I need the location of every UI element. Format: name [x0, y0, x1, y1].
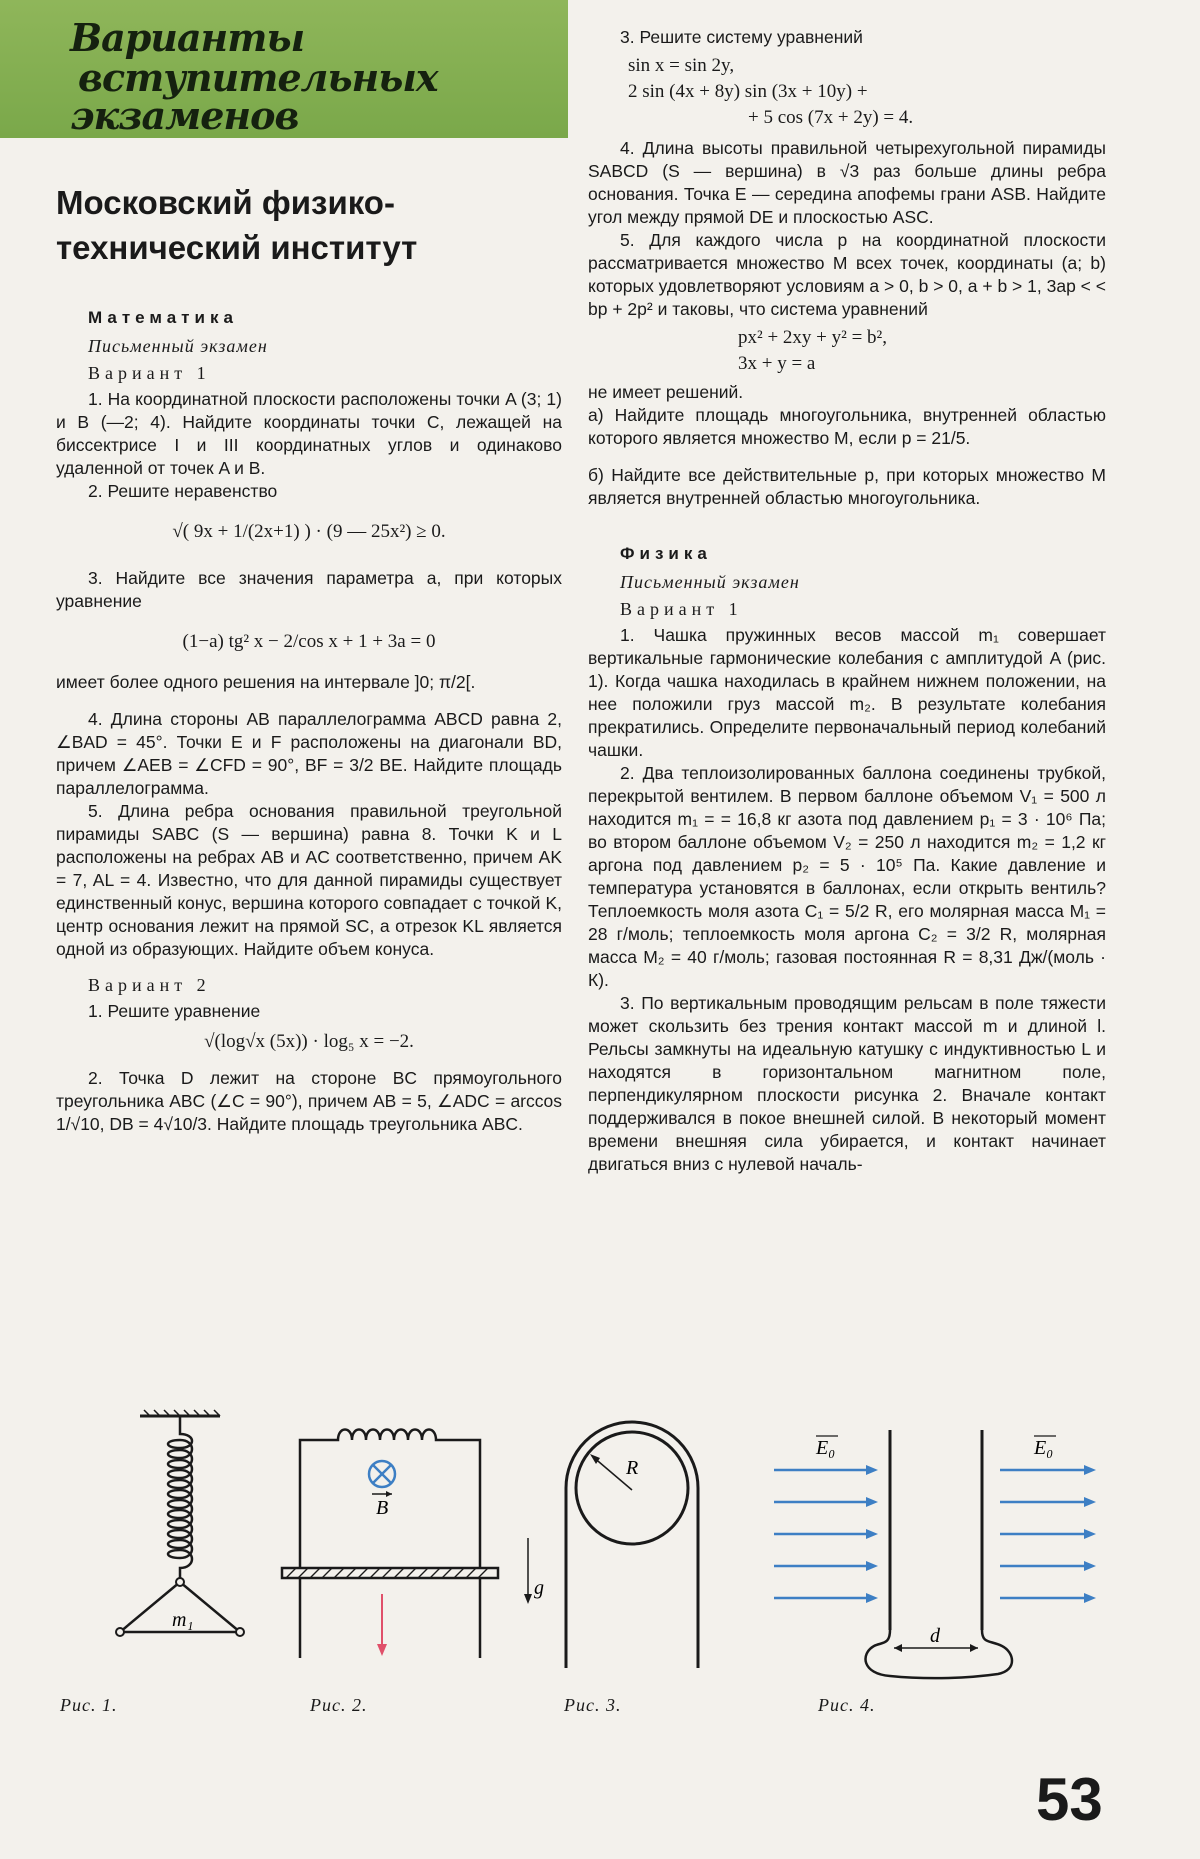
math-v2-formula-3b: 2 sin (4x + 8y) sin (3x + 10y) +: [628, 81, 868, 102]
banner-line-1: Варианты: [70, 15, 305, 60]
math-v2-formula-3a: sin x = sin 2y,: [628, 55, 735, 76]
physics-problem-2: 2. Два теплоизолированных баллона соединены трубкой, перекрытой вентилем. В первом баллоне объемом V₁ = 500 л находится m₁ = = 16,8 кг азота под давлением p₁ = 3 · 10⁶ Па; во втором баллоне объемом V₂ = 250 л находится m₂ = 1,2 кг аргона под давлением p₂ = 5 · 10⁵ Па. Какие давление и температура установятся в баллонах, если открыть вентиль? Теплоемкость моля азота C₁ = 5/2 R, его молярная масса M₁ = 28 г/моль; теплоемкость моля аргона C₂ = 3/2 R, молярная масса M₂ = 40 г/моль; газовая постоянная R = 8,31 Дж/(моль · К).: [588, 763, 1106, 990]
math-v2-problem-5: 5. Для каждого числа p на координатной плоскости рассматривается множество M всех точек, координаты (a; b) которых удовлетворяют условиям a > 0, b > 0, a + b > 1, 3ap < < bp + 2p² и таковы, что система уравнений: [588, 230, 1106, 319]
math-v1-formula-3: (1−a) tg² x − 2/cos x + 1 + 3a = 0: [182, 631, 436, 652]
page-number: 53: [1036, 1766, 1103, 1833]
math-v1-problem-1: 1. На координатной плоскости расположены точки A (3; 1) и B (—2; 4). Найдите координаты точки C, лежащей на биссектрисе I и III координатных углов и одинаково удаленной от точек A и B.: [56, 389, 562, 478]
fig3-caption: Рис. 3.: [564, 1695, 622, 1715]
field-arrowheads-left: [866, 1465, 878, 1603]
math-variant-1-heading: Вариант 1: [88, 363, 211, 383]
section-banner: [0, 0, 568, 138]
math-v1-problem-4: 4. Длина стороны AB параллелограмма ABCD равна 2, ∠BAD = 45°. Точки E и F расположены на диагонали BD, причем ∠AEB = ∠CFD = 90°, BF = 3/2 BE. Найдите площадь параллелограмма.: [56, 709, 563, 798]
right-column: [588, 26, 1106, 1176]
banner-line-3: экзаменов: [70, 93, 299, 138]
field-arrows-left: [774, 1470, 870, 1598]
fig4-caption: Рис. 4.: [818, 1695, 876, 1715]
physics-variant-1-heading: Вариант 1: [620, 599, 743, 619]
pan-hinge-left: [116, 1628, 124, 1636]
left-column: [56, 180, 562, 1136]
math-v2-problem-5-cont: не имеет решений.: [588, 382, 744, 402]
math-exam-type: Письменный экзамен: [88, 336, 268, 356]
math-section-heading: Математика: [88, 308, 238, 327]
math-v2-problem-4: 4. Длина высоты правильной четырехугольной пирамиды SABCD (S — вершина) в √3 раз больше длины ребра основания. Точка E — середина апофемы грани ASB. Найдите угол между прямой DE и плоскостью ASC.: [588, 138, 1106, 227]
pan-hinge-top: [176, 1578, 184, 1586]
fig3-radius-label: R: [626, 1457, 639, 1479]
math-v2-formula-5a: px² + 2xy + y² = b²,: [738, 327, 887, 348]
math-v2-formula-1: √(log√x (5x)) · log₅ x = −2.: [204, 1031, 414, 1052]
math-v1-problem-3-cont: имеет более одного решения на интервале ]0; π/2[.: [56, 672, 476, 692]
fig4-field-label-right: E₀: [1034, 1437, 1054, 1459]
fig1-caption: Рис. 1.: [60, 1695, 118, 1715]
pan-hinge-right: [236, 1628, 244, 1636]
banner-line-2: вступительных: [78, 55, 438, 100]
math-v2-problem-1: 1. Решите уравнение: [88, 1001, 261, 1021]
math-v2-problem-3: 3. Решите систему уравнений: [620, 27, 863, 47]
figure-1-spring-scale: [110, 1410, 250, 1670]
math-v2-formula-3c: + 5 cos (7x + 2y) = 4.: [748, 107, 914, 128]
physics-exam-type: Письменный экзамен: [620, 572, 800, 592]
fig4-gap-label: d: [930, 1625, 940, 1647]
math-v1-problem-2: 2. Решите неравенство: [88, 481, 278, 501]
physics-section-heading: Физика: [620, 544, 712, 563]
math-v2-problem-5b: б) Найдите все действительные p, при которых множество M является внутренней областью многоугольника.: [588, 465, 1106, 508]
figure-3-loop: [520, 1418, 700, 1668]
spring-coil: [168, 1416, 192, 1578]
math-v2-formula-5b: 3x + y = a: [738, 353, 816, 374]
fig2-field-label: B: [376, 1497, 389, 1519]
math-v1-formula-2: √( 9x + 1/(2x+1) ) · (9 — 25x²) ≥ 0.: [172, 521, 446, 542]
math-variant-2-heading: Вариант 2: [88, 975, 211, 995]
fig1-mass-label: m₁: [172, 1609, 194, 1631]
fig3-gravity-label: g: [534, 1577, 544, 1599]
page-title: Московский физико-технический институт: [56, 184, 418, 266]
math-v1-problem-5: 5. Длина ребра основания правильной треугольной пирамиды SABC (S — вершина) равна 8. Точки K и L расположены на ребрах AB и AC соответственно, причем AK = 7, AL = 4. Известно, что для данной пирамиды существует единственный конус, вершина которого совпадает с точкой K, центр основания лежит на прямой SC, а отрезок KL является одной из образующих. Найдите объем конуса.: [56, 801, 562, 959]
math-v1-problem-3: 3. Найдите все значения параметра a, при которых уравнение: [56, 568, 562, 611]
physics-problem-1: 1. Чашка пружинных весов массой m₁ совершает вертикальные гармонические колебания с амплитудой A (рис. 1). Когда чашка находилась в крайнем нижнем положении, на нее положили груз массой m₂. В результате колебания прекратились. Определите первоначальный период колебаний чашки.: [588, 625, 1106, 760]
physics-problem-3: 3. По вертикальным проводящим рельсам в поле тяжести может скользить без трения контакт массой m и длиной l. Рельсы замкнуты на идеальную катушку с индуктивностью L и находятся в горизонтальном магнитном поле, перпендикулярном плоскости рисунка 2. Вначале контакт поддерживался в покое внешней силой. В некоторый момент времени внешняя сила убирается, и контакт начинает двигаться вниз с нулевой началь-: [588, 993, 1106, 1174]
figure-2-rails-coil: [280, 1418, 500, 1658]
field-arrowheads-right: [1084, 1465, 1096, 1603]
field-arrows-right: [1000, 1470, 1088, 1598]
figure-4-plates: [770, 1430, 1100, 1680]
inner-circle: [576, 1432, 688, 1544]
math-v2-problem-5a: а) Найдите площадь многоугольника, внутренней областью которого является множество M, если p = 21/5.: [588, 405, 1106, 448]
fig4-field-label-left: E₀: [816, 1437, 836, 1459]
fig2-caption: Рис. 2.: [310, 1695, 368, 1715]
math-v2-problem-2: 2. Точка D лежит на стороне BC прямоугольного треугольника ABC (∠C = 90°), причем AB = 5, ∠ADC = arccos 1/√10, DB = 4√10/3. Найдите площадь треугольника ABC.: [56, 1068, 562, 1134]
